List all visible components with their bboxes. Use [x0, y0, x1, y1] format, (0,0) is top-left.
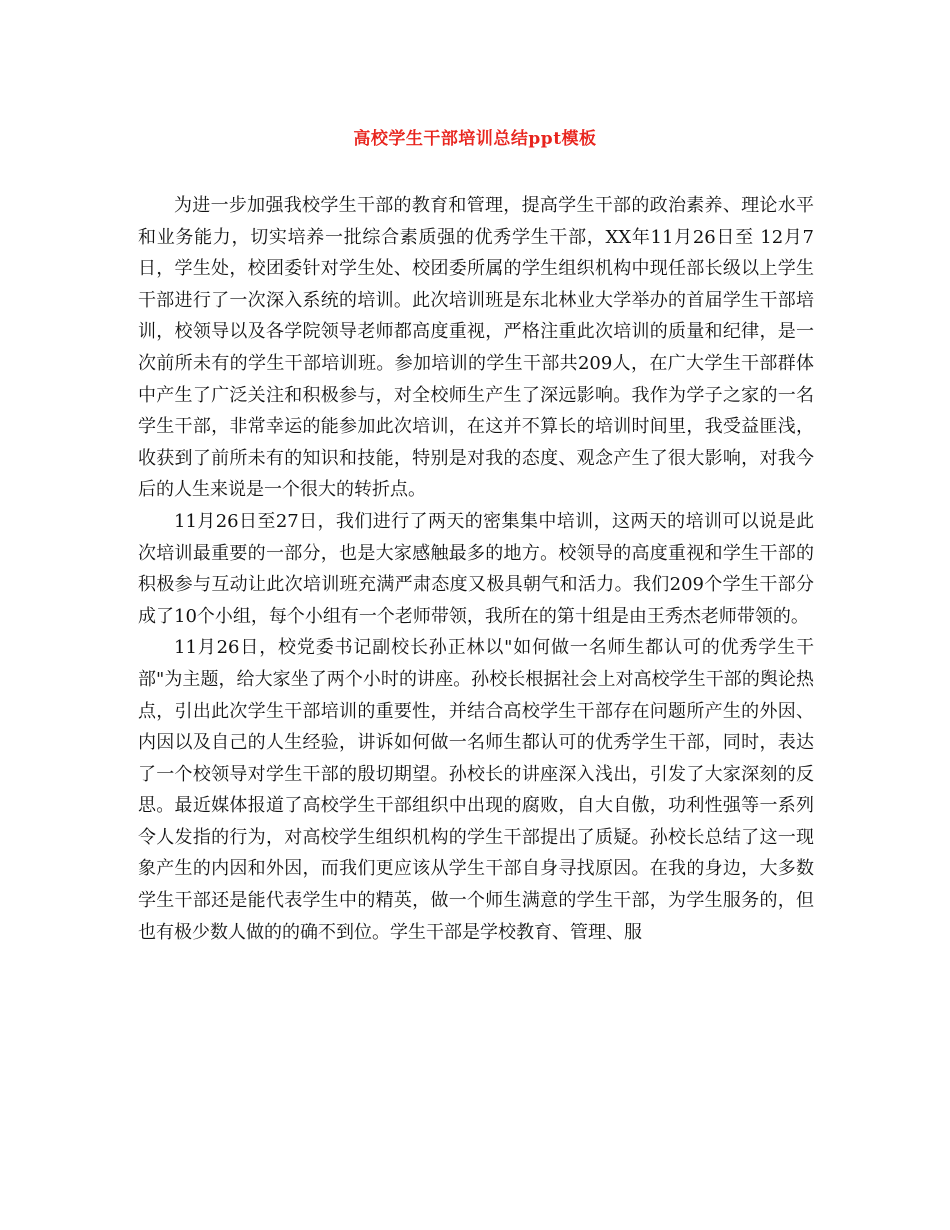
paragraph-2: 11月26日至27日，我们进行了两天的密集集中培训，这两天的培训可以说是此次培训最重要的一部分，也是大家感触最多的地方。校领导的高度重视和学生干部的积极参与互动让此次培训班充满严肃态度又极具朝气和活力。我们209个学生干部分成了10个小组，每个小组有一个老师带领，我所在的第十组是由王秀杰老师带领的。 [138, 510, 814, 627]
paragraph-1: 为进一步加强我校学生干部的教育和管理，提高学生干部的政治素养、理论水平和业务能力，切实培养一批综合素质强的优秀学生干部，XX年11月26日至 12月7日，学生处，校团委针对学生处、校团委所属的学生组织机构中现任部长级以上学生干部进行了一次深入系统的培训。此次培训班是东北林业大学举办的首届学生干部培训，校领导以及各学院领导老师都高度重视，严格注重此次培训的质量和纪律，是一次前所未有的学生干部培训班。参加培训的学生干部共209人，在广大学生干部群体中产生了广泛关注和积极参与，对全校师生产生了深远影响。我作为学子之家的一名学生干部，非常幸运的能参加此次培训，在这并不算长的培训时间里，我受益匪浅，收获到了前所未有的知识和技能，特别是对我的态度、观念产生了很大影响，对我今后的人生来说是一个很大的转折点。 [138, 195, 814, 501]
paragraph-3: 11月26日，校党委书记副校长孙正林以"如何做一名师生都认可的优秀学生干部"为主题，给大家坐了两个小时的讲座。孙校长根据社会上对高校学生干部的舆论热点，引出此次学生干部培训的重要性，并结合高校学生干部存在问题所产生的外因、内因以及自己的人生经验，讲诉如何做一名师生都认可的优秀学生干部，同时，表达了一个校领导对学生干部的殷切期望。孙校长的讲座深入浅出，引发了大家深刻的反思。最近媒体报道了高校学生干部组织中出现的腐败，自大自傲，功利性强等一系列令人发指的行为，对高校学生组织机构的学生干部提出了质疑。孙校长总结了这一现象产生的内因和外因，而我们更应该从学生干部自身寻找原因。在我的身边，大多数学生干部还是能代表学生中的精英，做一个师生满意的学生干部，为学生服务的，但也有极少数人做的的确不到位。学生干部是学校教育、管理、服 [138, 637, 814, 943]
document-body [138, 190, 814, 948]
document-title: 高校学生干部培训总结ppt模板 [353, 129, 597, 149]
